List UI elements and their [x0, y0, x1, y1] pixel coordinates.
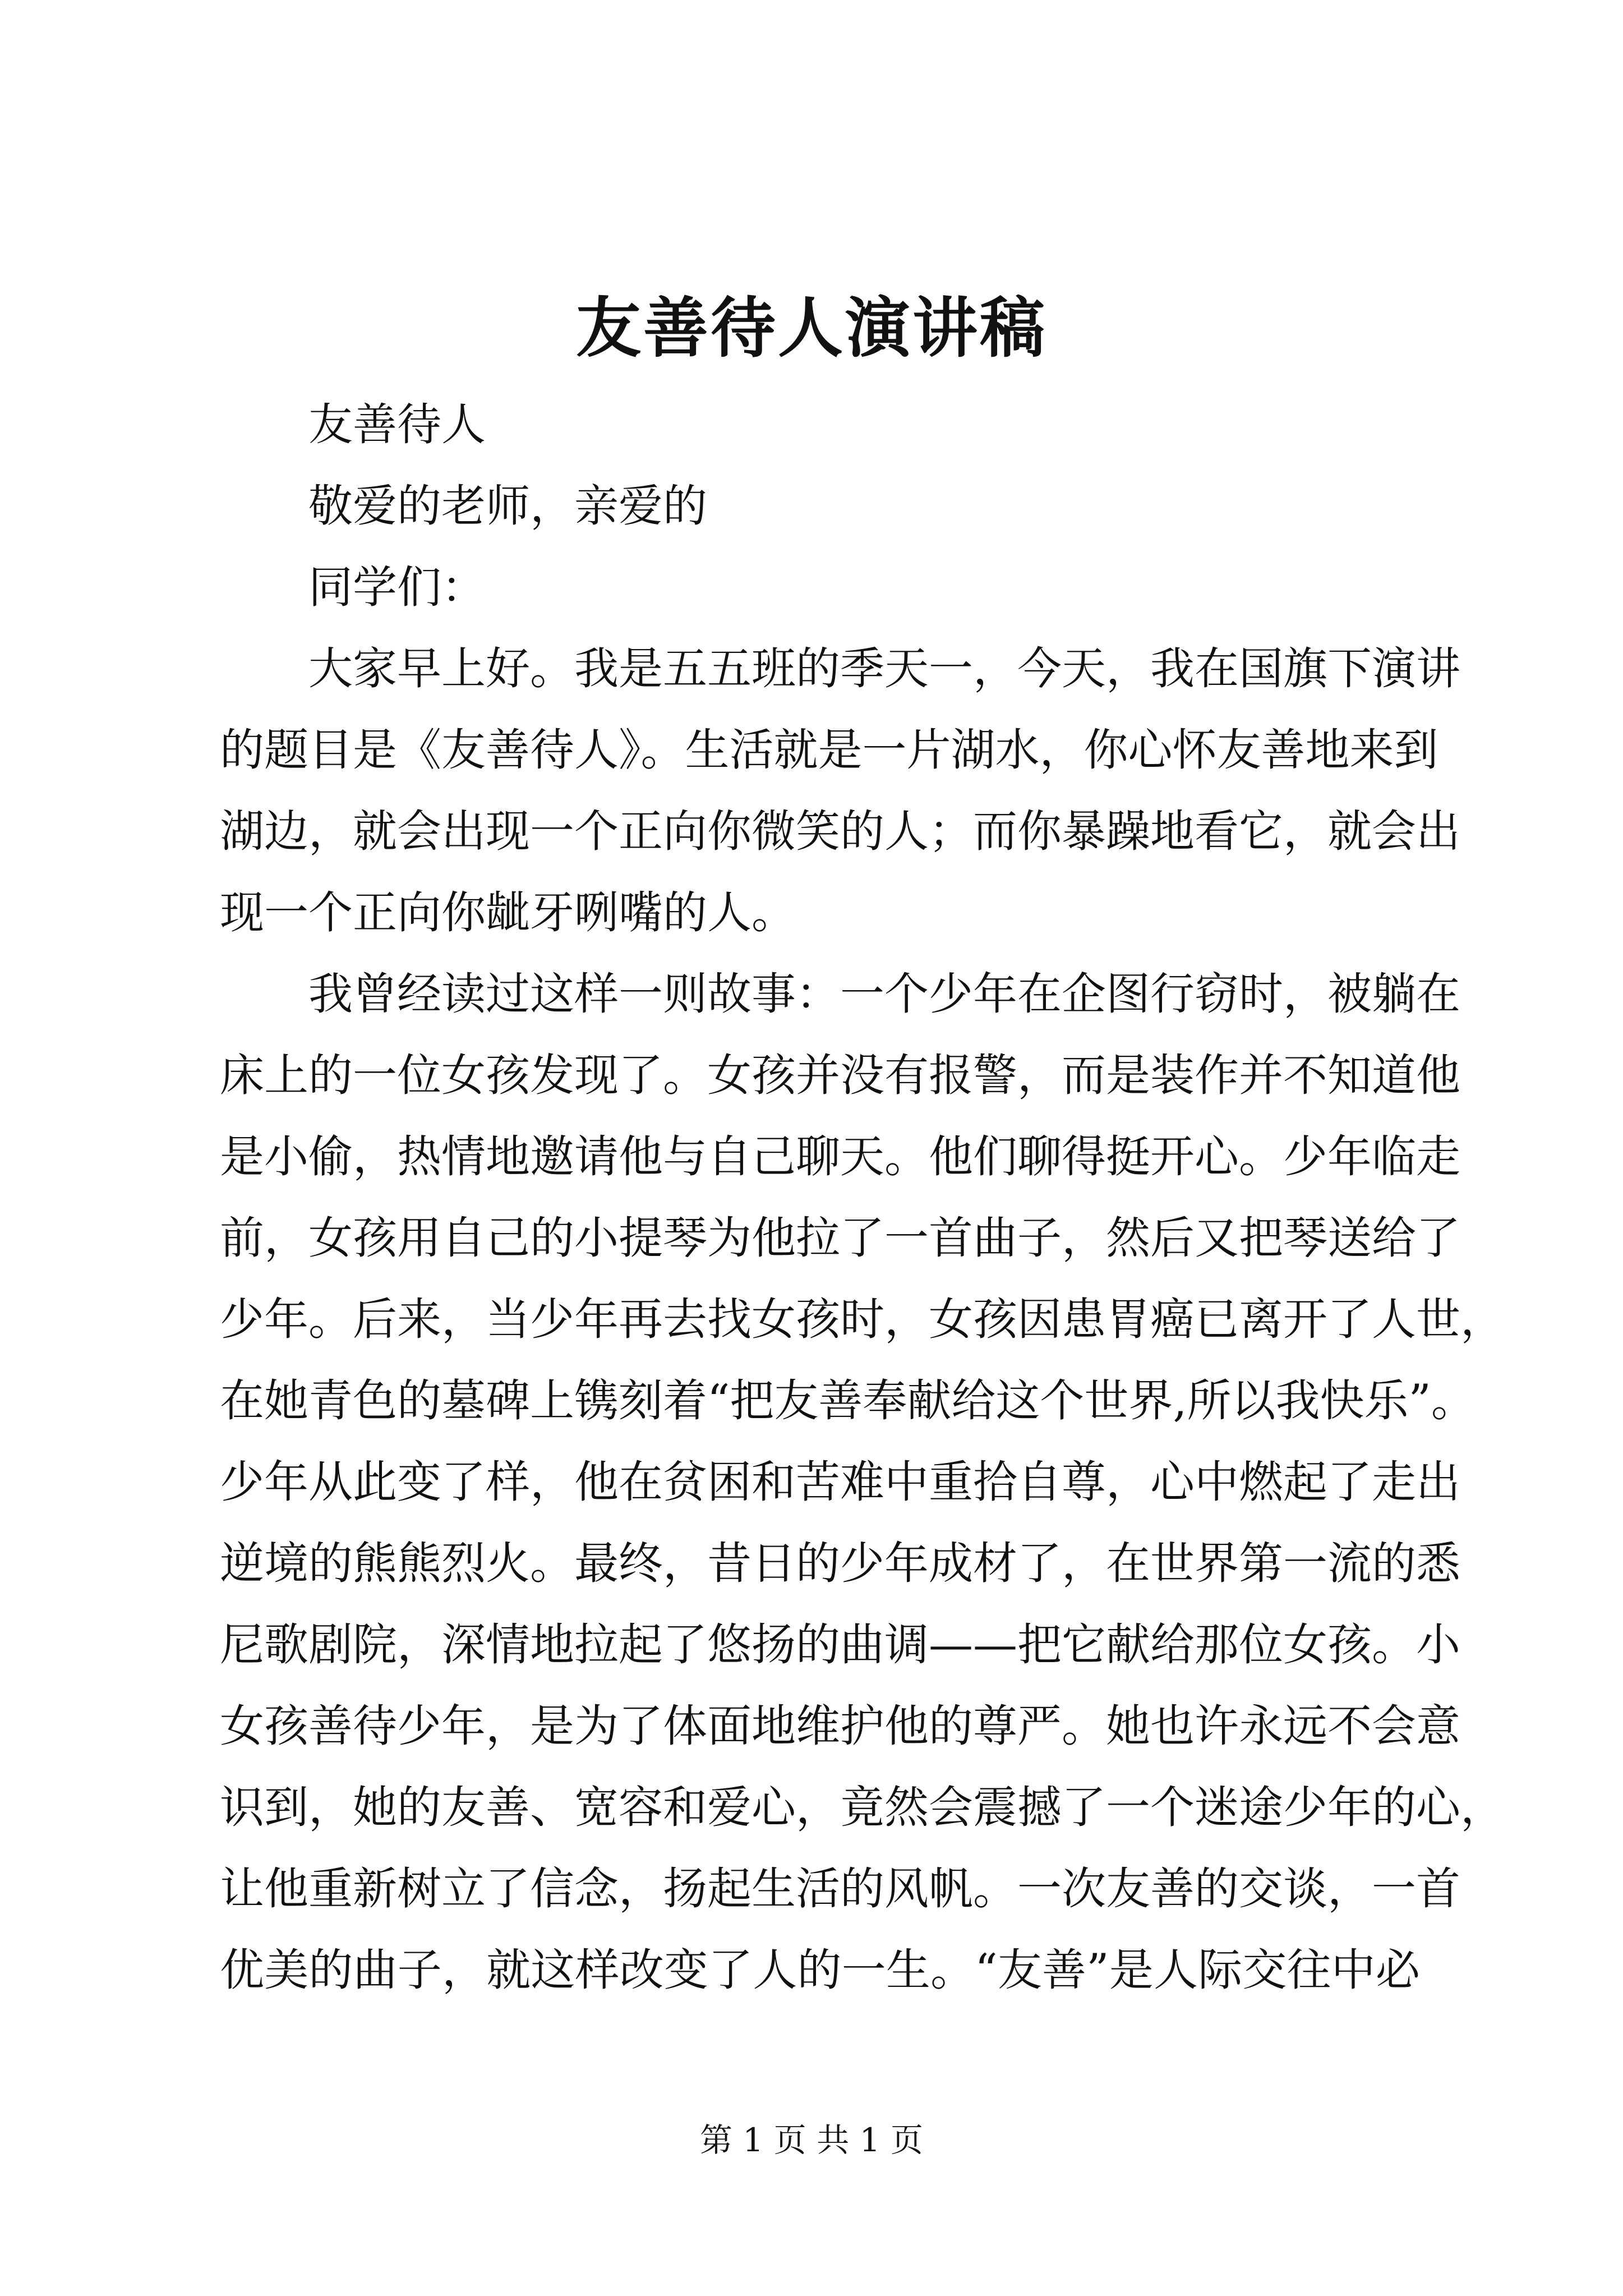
text-line: 大家早上好。我是五五班的季天一，今天，我在国旗下演讲	[308, 643, 1460, 694]
text-line: 逆境的熊熊烈火。最终，昔日的少年成材了，在世界第一流的悉	[220, 1538, 1460, 1589]
text-line: 现一个正向你龇牙咧嘴的人。	[220, 887, 796, 938]
text-line: 前，女孩用自己的小提琴为他拉了一首曲子，然后又把琴送给了	[220, 1212, 1460, 1264]
document-body	[220, 384, 1505, 2011]
text-line: 让他重新树立了信念，扬起生活的风帆。一次友善的交谈，一首	[220, 1863, 1460, 1915]
text-line: 的题目是《友善待人》。生活就是一片湖水，你心怀友善地来到	[220, 724, 1438, 776]
text-line: 友善待人	[308, 399, 486, 450]
text-line: 敬爱的老师，亲爱的	[308, 480, 707, 532]
page-footer: 第 1 页 共 1 页	[700, 2121, 923, 2159]
text-line: 在她青色的墓碑上镌刻着“把友善奉献给这个世界,所以我快乐”。	[220, 1375, 1476, 1427]
text-line: 同学们：	[308, 562, 486, 613]
text-line: 优美的曲子，就这样改变了人的一生。“友善”是人际交往中必	[220, 1944, 1420, 1996]
text-line: 尼歌剧院，深情地拉起了悠扬的曲调——把它献给那位女孩。小	[220, 1619, 1460, 1671]
text-line: 少年从此变了样，他在贫困和苦难中重拾自尊，心中燃起了走出	[220, 1456, 1460, 1508]
text-line: 是小偷，热情地邀请他与自己聊天。他们聊得挺开心。少年临走	[220, 1131, 1460, 1182]
text-line: 床上的一位女孩发现了。女孩并没有报警，而是装作并不知道他	[220, 1050, 1460, 1101]
text-line: 女孩善待少年，是为了体面地维护他的尊严。她也许永远不会意	[220, 1700, 1460, 1752]
text-line: 少年。后来，当少年再去找女孩时，女孩因患胃癌已离开了人世，	[220, 1294, 1505, 1345]
text-line: 我曾经读过这样一则故事：一个少年在企图行窃时，被躺在	[308, 968, 1460, 1020]
document-title: 友善待人演讲稿	[576, 290, 1047, 366]
text-line: 湖边，就会出现一个正向你微笑的人；而你暴躁地看它，就会出	[220, 806, 1460, 857]
text-line: 识到，她的友善、宽容和爱心，竟然会震撼了一个迷途少年的心，	[220, 1782, 1505, 1833]
